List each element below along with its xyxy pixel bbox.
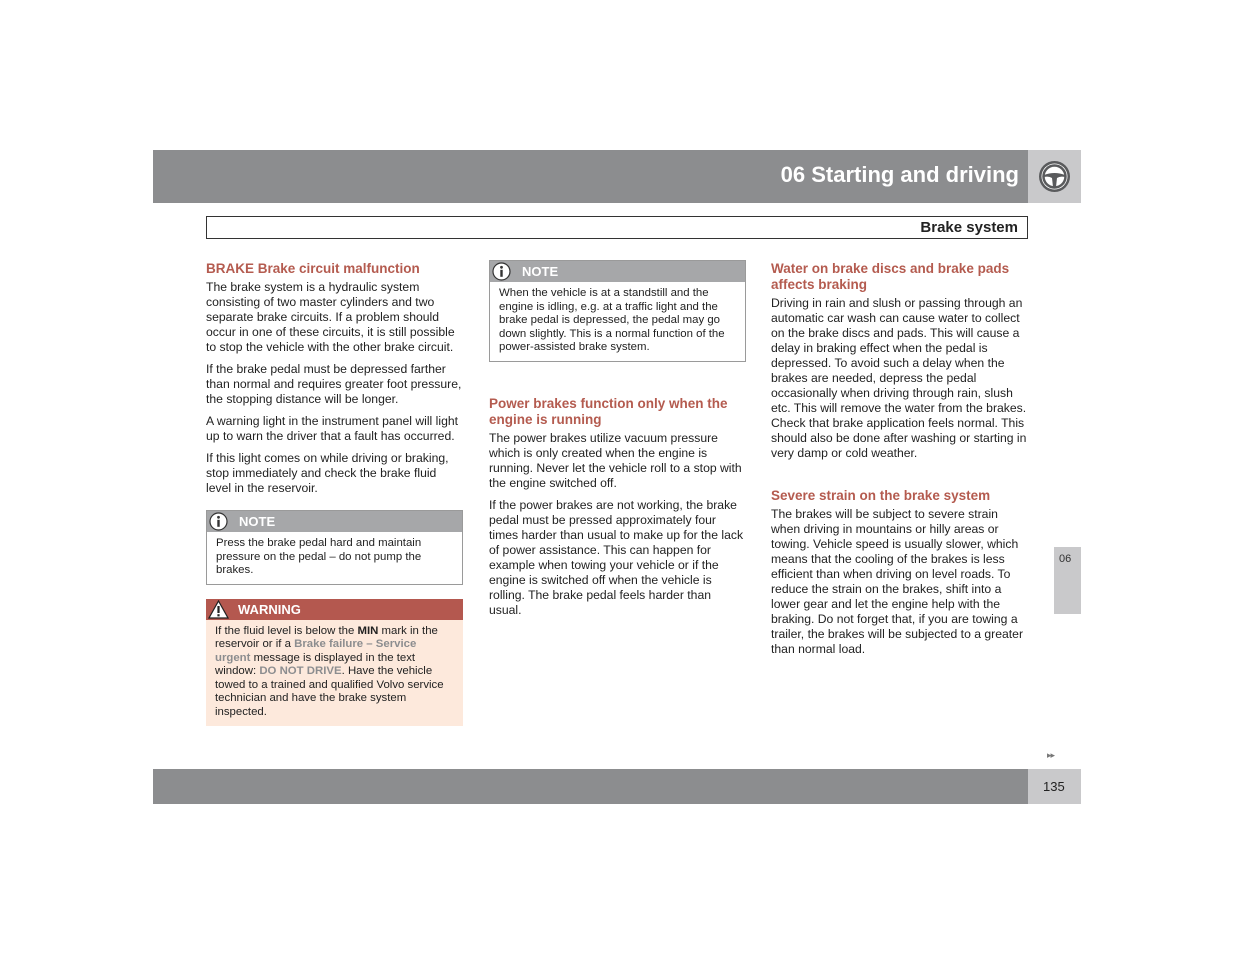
water-on-brakes-heading: Water on brake discs and brake pads affects braking [771,261,1010,292]
note-label: NOTE [239,514,276,529]
footer-bar [153,769,1028,804]
page-number: 135 [1043,779,1065,794]
paragraph: The brakes will be subject to severe strain when driving in mountains or hilly areas or towing. Vehicle speed is usually slower, which means that the cooling of the brakes is less efficient than when driving on level roads. To reduce the strain on the brakes, shift into a lower gear and let the engine help with the braking. Do not forget that, if you are towing a trailer, the brakes will be subjected to a greater than normal load. [771,507,1024,656]
chapter-header-bar [153,150,1028,203]
note-header [490,261,745,282]
warning-label: WARNING [238,601,301,617]
paragraph: If this light comes on while driving or braking, stop immediately and check the brake fluid level in the reservoir. [206,451,449,495]
section-title-box [206,216,1028,239]
next-page-arrow-icon: ▸▸ [1047,750,1055,760]
warning-box [206,599,463,727]
paragraph: Driving in rain and slush or passing through an automatic car wash can cause water to collect on the brake discs and pads. This will cause a delay in braking effect when the pedal is depressed. To avoid such a delay when the brakes are needed, depress the pedal occasionally when driving through rain, slush etc. This will remove the water from the brakes. Check that brake application feels normal. This should also be done after washing or starting in very damp or cold weather. [771,296,1027,460]
paragraph: A warning light in the instrument panel will light up to warn the driver that a fault has occurred. [206,414,459,443]
note-text: When the vehicle is at a standstill and the engine is idling, e.g. at a traffic light and the brake pedal is depressed, the pedal may go down slightly. This is a normal function of the power-assisted brake system. [499,287,725,353]
chapter-side-tab [1054,547,1081,614]
spacer [489,376,746,396]
info-icon [492,262,511,281]
spacer [771,468,1028,488]
note-text: Press the brake pedal hard and maintain pressure on the pedal – do not pump the brakes. [216,537,422,576]
chapter-icon-box [1028,150,1081,203]
section-title: Brake system [920,219,1018,236]
note-box [206,510,463,585]
warning-text-part: mark in the reservoir or if a [215,624,438,650]
column-1 [206,258,463,726]
warning-text [206,620,463,727]
note-label: NOTE [522,264,559,279]
note-header [207,511,462,532]
paragraph: The brake system is a hydraulic system consisting of two master cylinders and two separate brake circuits. If a problem should occur in one of these circuits, it is still possible to stop the vehicle with the other brake circuit. [206,280,455,354]
warning-text-part: . Have the vehicle towed to a trained and qualified Volvo service technician and have the brake system inspected. [215,665,444,718]
brake-circuit-heading: BRAKE Brake circuit malfunction [206,261,420,276]
do-not-drive-message: DO NOT DRIVE [259,665,342,677]
paragraph: The power brakes utilize vacuum pressure which is only created when the engine is running. Never let the vehicle roll to a stop with the engine switched off. [489,430,742,490]
info-icon [209,512,228,531]
column-2 [489,258,746,625]
warning-text-part: If the fluid level is below the [215,624,358,637]
min-mark: MIN [357,624,379,637]
paragraph: If the power brakes are not working, the brake pedal must be pressed approximately four times harder than usual to make up for the lack of power assistance. This can happen for example when towing your vehicle or if the engine is switched off when the vehicle is rolling. The brake pedal feels harder than usual. [489,497,744,617]
steering-wheel-icon [1038,160,1071,193]
warning-header [206,599,463,620]
brake-failure-message: Brake failure – Service urgent [215,638,417,664]
page-number-box [1028,769,1081,804]
chapter-tab-label: 06 [1059,553,1072,565]
power-brakes-heading: Power brakes function only when the engine is running [489,395,728,427]
warning-text-part: message is displayed in the text window: [215,651,416,677]
note-box [489,260,746,362]
column-3 [771,258,1028,664]
paragraph: If the brake pedal must be depressed farther than normal and requires greater foot pressure, the stopping distance will be longer. [206,362,462,406]
severe-strain-heading: Severe strain on the brake system [771,488,991,503]
chapter-title: 06 Starting and driving [780,162,1019,187]
warning-triangle-icon [208,600,229,619]
